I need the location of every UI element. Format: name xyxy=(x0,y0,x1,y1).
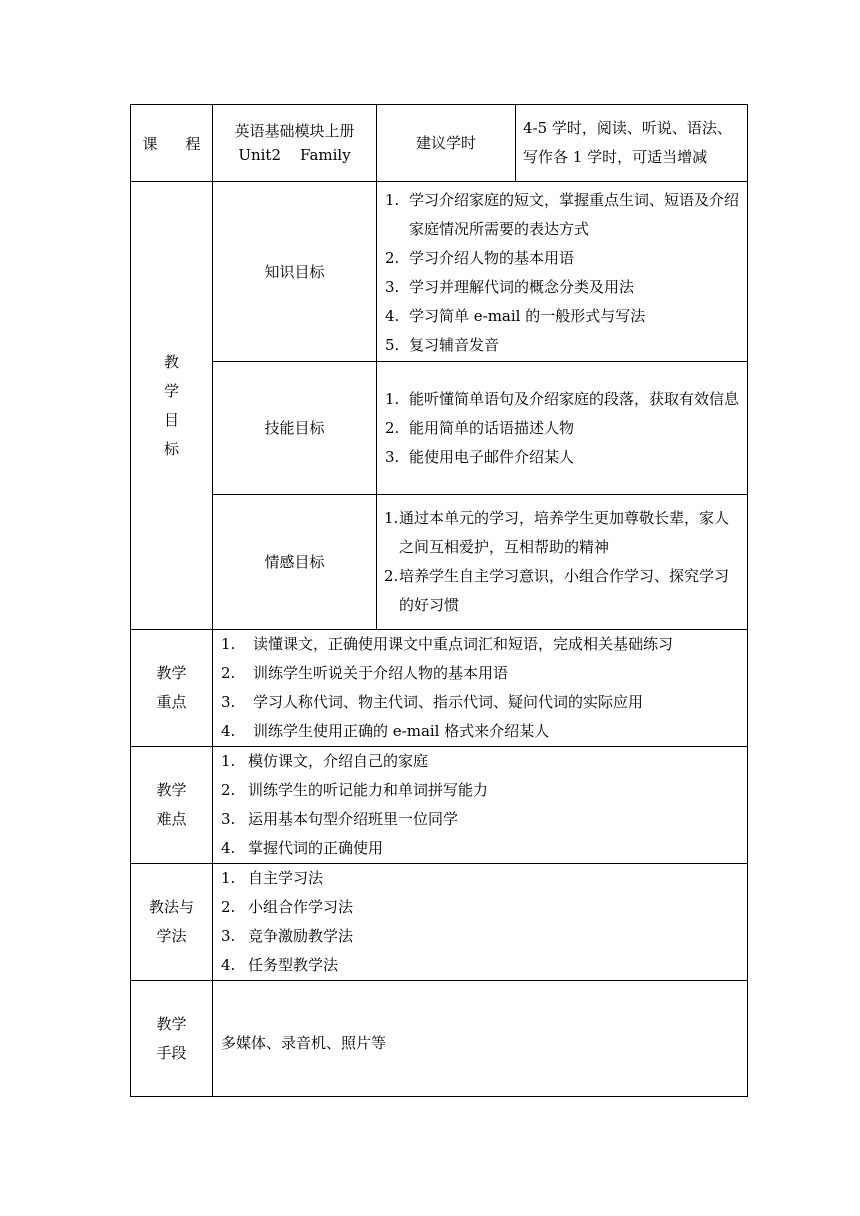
key-points-label-cell xyxy=(131,630,213,747)
list-item xyxy=(385,273,743,302)
list-text: 能用简单的话语描述人物 xyxy=(409,418,575,437)
list-num: 3. xyxy=(221,693,236,711)
difficulties-list xyxy=(221,747,745,863)
list-item xyxy=(221,834,745,863)
objectives-skills-row xyxy=(131,362,748,495)
list-num: 4. xyxy=(221,956,236,974)
list-item xyxy=(221,805,745,834)
list-item xyxy=(384,562,743,620)
objectives-label-cell xyxy=(131,182,213,630)
list-num: 3. xyxy=(385,447,400,466)
hours-label-cell xyxy=(377,105,516,182)
list-item xyxy=(221,893,745,922)
list-item xyxy=(221,922,745,951)
methods-label: 教法与 xyxy=(148,898,194,916)
course-row xyxy=(131,105,748,182)
list-item xyxy=(221,864,745,893)
list-num: 3. xyxy=(221,927,236,945)
list-num: 2. xyxy=(385,418,400,437)
list-num: 5. xyxy=(385,336,400,354)
hours-label: 建议学时 xyxy=(415,134,476,152)
list-num: 2. xyxy=(221,781,236,799)
list-item xyxy=(385,186,743,244)
list-num: 1. xyxy=(385,389,400,408)
list-item xyxy=(221,630,745,659)
list-text: 任务型教学法 xyxy=(248,956,339,974)
knowledge-label: 知识目标 xyxy=(264,262,325,281)
list-num: 3. xyxy=(385,278,400,296)
list-text: 学习人称代词、物主代词、指示代词、疑问代词的实际应用 xyxy=(253,693,644,711)
course-unit: Unit2 Family xyxy=(238,146,351,164)
list-text: 竞争激励教学法 xyxy=(248,927,354,945)
course-name-cell xyxy=(213,105,377,182)
list-num: 4. xyxy=(221,839,236,857)
list-item xyxy=(385,331,743,360)
means-label: 手段 xyxy=(156,1043,187,1062)
list-text: 小组合作学习法 xyxy=(248,898,354,916)
list-num: 1. xyxy=(385,191,400,209)
skills-items-cell xyxy=(377,362,748,495)
list-num: 1. xyxy=(221,869,236,887)
list-num: 2. xyxy=(221,664,236,682)
list-text: 掌握代词的正确使用 xyxy=(248,839,384,857)
objectives-emotion-row xyxy=(131,495,748,630)
list-text: 学习并理解代词的概念分类及用法 xyxy=(409,278,635,296)
means-label: 教学 xyxy=(156,1014,187,1033)
list-text: 学习介绍家庭的短文，掌握重点生词、短语及介绍家庭情况所需要的表达方式 xyxy=(409,191,740,238)
skills-list xyxy=(385,385,743,472)
list-text: 学习介绍人物的基本用语 xyxy=(409,249,575,267)
list-text: 训练学生的听记能力和单词拼写能力 xyxy=(248,781,489,799)
list-text: 训练学生听说关于介绍人物的基本用语 xyxy=(253,664,509,682)
list-num: 2. xyxy=(221,898,236,916)
methods-row xyxy=(131,864,748,981)
knowledge-label-cell xyxy=(213,182,377,362)
list-item xyxy=(221,776,745,805)
list-text: 读懂课文，正确使用课文中重点词汇和短语，完成相关基础练习 xyxy=(253,635,674,653)
list-text: 通过本单元的学习，培养学生更加尊敬长辈，家人之间互相爱护，互相帮助的精神 xyxy=(399,509,730,556)
means-value: 多媒体、录音机、照片等 xyxy=(221,1034,387,1052)
list-text: 训练学生使用正确的 e-mail 格式来介绍某人 xyxy=(253,722,550,740)
key-points-row xyxy=(131,630,748,747)
difficulties-label: 教学 xyxy=(156,781,187,799)
methods-items-cell xyxy=(213,864,748,981)
list-item xyxy=(221,747,745,776)
list-item xyxy=(385,244,743,273)
list-item xyxy=(384,504,743,562)
objectives-label-char: 学 xyxy=(163,381,179,400)
key-points-label: 重点 xyxy=(156,693,187,711)
list-text: 运用基本句型介绍班里一位同学 xyxy=(248,810,459,828)
difficulties-label-cell xyxy=(131,747,213,864)
list-item xyxy=(385,414,743,443)
emotion-list xyxy=(384,504,743,620)
list-item xyxy=(221,951,745,980)
list-item xyxy=(221,688,745,717)
knowledge-items-cell xyxy=(377,182,748,362)
course-label-char-2: 程 xyxy=(185,134,201,153)
list-text: 模仿课文，介绍自己的家庭 xyxy=(248,752,429,770)
emotion-label: 情感目标 xyxy=(264,553,325,571)
objectives-label-char: 标 xyxy=(163,439,179,458)
knowledge-list xyxy=(385,186,743,360)
skills-label-cell xyxy=(213,362,377,495)
objectives-label-char: 教 xyxy=(163,352,179,371)
list-num: 4. xyxy=(385,307,400,325)
list-text: 复习辅音发音 xyxy=(409,336,500,354)
list-num: 1. xyxy=(384,509,399,527)
list-item xyxy=(385,385,743,414)
methods-list xyxy=(221,864,745,980)
key-points-label: 教学 xyxy=(156,664,187,682)
list-num: 4. xyxy=(221,722,236,740)
means-row xyxy=(131,981,748,1097)
list-text: 能听懂简单语句及介绍家庭的段落，获取有效信息 xyxy=(409,389,740,408)
methods-label-cell xyxy=(131,864,213,981)
key-points-items-cell xyxy=(213,630,748,747)
course-label-char-1: 课 xyxy=(142,134,158,153)
list-item xyxy=(385,302,743,331)
skills-label: 技能目标 xyxy=(264,419,325,437)
list-num: 1. xyxy=(221,752,236,770)
list-item xyxy=(385,443,743,472)
list-num: 3. xyxy=(221,810,236,828)
difficulties-label: 难点 xyxy=(156,810,187,828)
list-num: 2. xyxy=(384,567,399,585)
means-value-cell xyxy=(213,981,748,1097)
difficulties-items-cell xyxy=(213,747,748,864)
key-points-list xyxy=(221,630,745,746)
objectives-knowledge-row xyxy=(131,182,748,362)
objectives-label-char: 目 xyxy=(163,410,179,429)
emotion-items-cell xyxy=(377,495,748,630)
course-label-cell xyxy=(131,105,213,182)
list-text: 能使用电子邮件介绍某人 xyxy=(409,447,575,466)
course-name: 英语基础模块上册 xyxy=(234,122,355,140)
list-text: 自主学习法 xyxy=(248,869,324,887)
list-num: 1. xyxy=(221,635,236,653)
methods-label: 学法 xyxy=(156,927,187,945)
emotion-label-cell xyxy=(213,495,377,630)
difficulties-row xyxy=(131,747,748,864)
hours-value-cell xyxy=(516,105,748,182)
means-label-cell xyxy=(131,981,213,1097)
list-item xyxy=(221,717,745,746)
hours-value: 4-5 学时，阅读、听说、语法、写作各 1 学时，可适当增减 xyxy=(523,119,732,166)
list-text: 培养学生自主学习意识，小组合作学习、探究学习的好习惯 xyxy=(399,567,730,614)
list-item xyxy=(221,659,745,688)
lesson-plan-table xyxy=(130,104,748,1097)
list-num: 2. xyxy=(385,249,400,267)
list-text: 学习简单 e-mail 的一般形式与写法 xyxy=(409,307,646,325)
